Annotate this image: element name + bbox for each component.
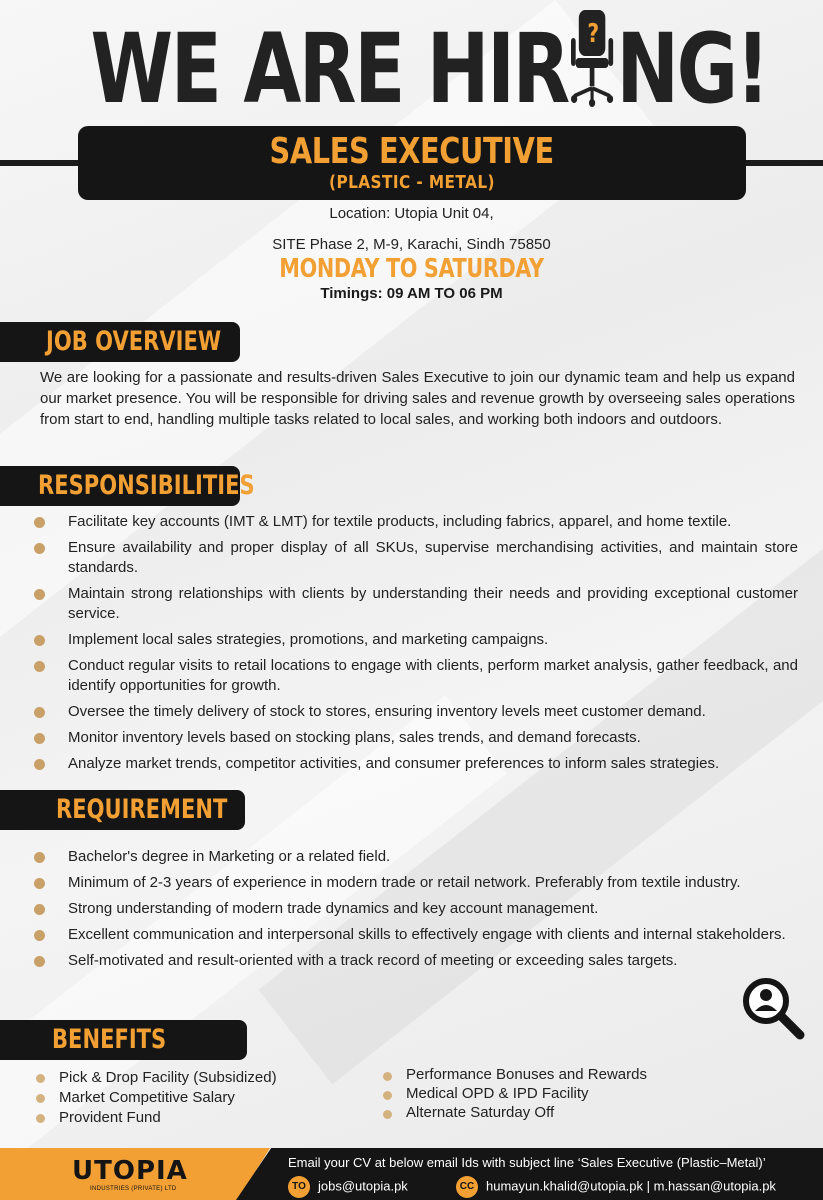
list-item: Bachelor's degree in Marketing or a related field. (30, 847, 798, 867)
list-item: Facilitate key accounts (IMT & LMT) for textile products, including fabrics, apparel, and home textile. (30, 512, 798, 532)
benefits-list-left (33, 1068, 277, 1128)
section-heading-benefits: BENEFITS (0, 1020, 247, 1060)
requirement-list (30, 847, 798, 977)
to-email-link[interactable]: jobs@utopia.pk (318, 1178, 408, 1194)
list-item: Conduct regular visits to retail locations to engage with clients, perform market analysis, gather feedback, and identify opportunities for growth. (30, 656, 798, 696)
section-heading-requirement: REQUIREMENT (0, 790, 245, 830)
office-chair-icon (568, 8, 616, 108)
cc-email-row (456, 1176, 776, 1198)
divider-line (740, 160, 823, 166)
overview-text: We are looking for a passionate and results-driven Sales Executive to join our dynamic team and help us expand our market presence. You will be responsible for driving sales and revenue growth by overseeing sales operations from start to end, handling multiple tasks related to local sales, and working both indoors and outdoors. (40, 369, 795, 428)
list-item: Alternate Saturday Off (380, 1104, 647, 1122)
job-subtitle: (PLASTIC - METAL) (329, 172, 495, 193)
headline-right: NG! (616, 13, 768, 125)
benefits-list-right (380, 1066, 647, 1122)
location-line-2: SITE Phase 2, M-9, Karachi, Sindh 75850 (272, 236, 551, 253)
divider-line (0, 160, 90, 166)
person-search-icon (740, 975, 806, 1041)
section-heading-overview: JOB OVERVIEW (0, 322, 240, 362)
responsibilities-list (30, 512, 798, 780)
job-title-banner (78, 126, 746, 200)
list-item: Pick & Drop Facility (Subsidized) (33, 1068, 277, 1088)
svg-text:?: ? (587, 18, 597, 49)
list-item: Performance Bonuses and Rewards (380, 1066, 647, 1084)
list-item: Self-motivated and result-oriented with a track record of meeting or exceeding sales targets. (30, 951, 798, 971)
job-title: SALES EXECUTIVE (269, 131, 555, 172)
list-item: Provident Fund (33, 1108, 277, 1128)
headline (90, 8, 768, 125)
list-item: Excellent communication and interpersonal skills to effectively engage with clients and internal stakeholders. (30, 925, 798, 945)
list-item: Medical OPD & IPD Facility (380, 1085, 647, 1103)
list-item: Analyze market trends, competitor activities, and consumer preferences to inform sales strategies. (30, 754, 798, 774)
working-days: MONDAY TO SATURDAY (279, 254, 544, 284)
cc-email-links[interactable]: humayun.khalid@utopia.pk | m.hassan@utopia.pk (486, 1178, 776, 1194)
cc-badge: CC (456, 1176, 478, 1198)
headline-left: WE ARE HIR (90, 13, 568, 125)
list-item: Minimum of 2-3 years of experience in modern trade or retail network. Preferably from textile industry. (30, 873, 798, 893)
utopia-logo: UTOPIA (72, 1156, 188, 1186)
list-item: Strong understanding of modern trade dynamics and key account management. (30, 899, 798, 919)
location-line-1: Location: Utopia Unit 04, (329, 205, 494, 222)
list-item: Oversee the timely delivery of stock to stores, ensuring inventory levels meet customer demand. (30, 702, 798, 722)
list-item: Monitor inventory levels based on stocking plans, sales trends, and demand forecasts. (30, 728, 798, 748)
list-item: Maintain strong relationships with clients by understanding their needs and providing exceptional customer service. (30, 584, 798, 624)
to-badge: TO (288, 1176, 310, 1198)
list-item: Implement local sales strategies, promotions, and marketing campaigns. (30, 630, 798, 650)
to-email-row (288, 1176, 408, 1198)
section-heading-responsibilities: RESPONSIBILITIES (0, 466, 240, 506)
list-item: Market Competitive Salary (33, 1088, 277, 1108)
list-item: Ensure availability and proper display of all SKUs, supervise merchandising activities, and maintain store standards. (30, 538, 798, 578)
footer (0, 1148, 823, 1200)
logo-subtitle: INDUSTRIES (PRIVATE) LTD (90, 1186, 177, 1192)
timings: Timings: 09 AM TO 06 PM (320, 285, 503, 302)
apply-instruction: Email your CV at below email Ids with subject line ‘Sales Executive (Plastic–Metal)’ (288, 1155, 766, 1170)
